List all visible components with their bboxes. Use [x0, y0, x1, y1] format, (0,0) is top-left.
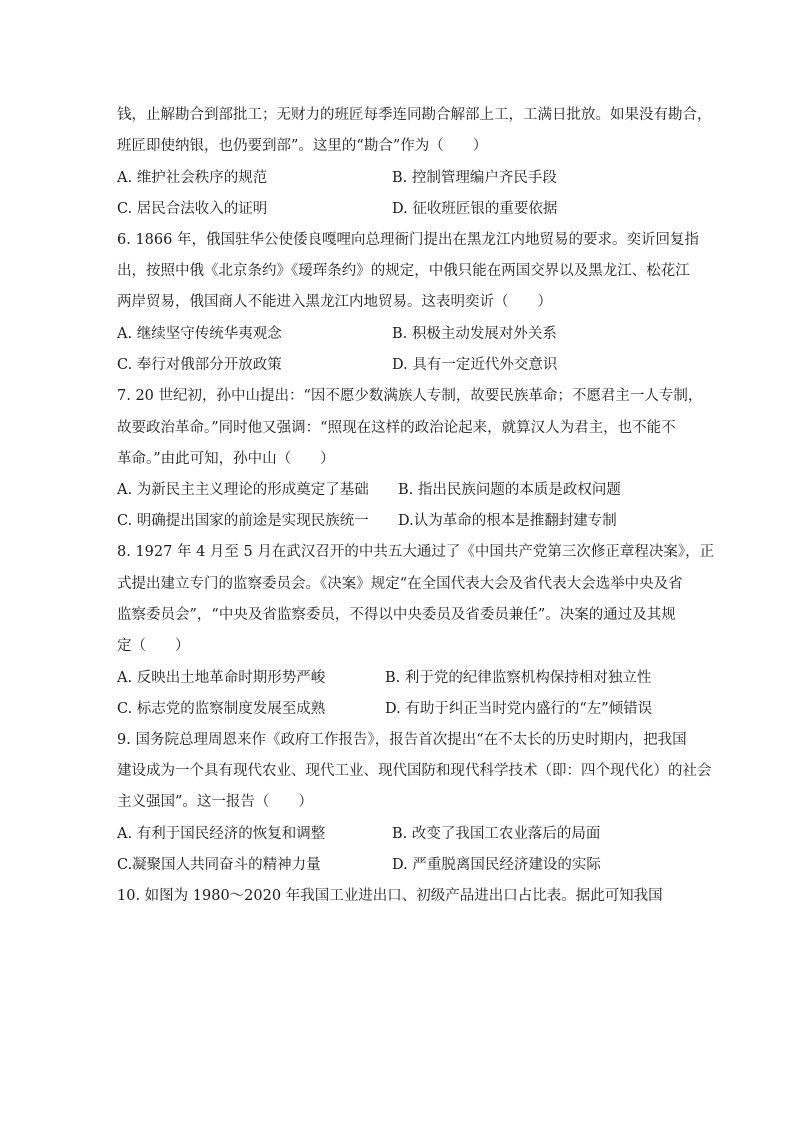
- question-9-line-1: 9. 国务院总理周恩来作《政府工作报告》，报告首次提出“在不太长的历史时期内，把我国: [117, 732, 687, 748]
- question-5-line-2: 班匠即使纳银，也仍要到部”。这里的“勘合”作为（ ）: [117, 138, 488, 154]
- question-6-line-3: 两岸贸易，俄国商人不能进入黑龙江内地贸易。这表明奕䜣（ ）: [117, 294, 552, 310]
- question-7-line-2: 故要政治革命。”同时他又强调：“照现在这样的政治论起来，就算汉人为君主，也不能不: [117, 420, 676, 436]
- question-8-option-d: D. 有助于纠正当时党内盛行的“左”倾错误: [385, 701, 653, 717]
- question-7-option-d: D.认为革命的根本是推翻封建专制: [398, 513, 617, 529]
- question-10-line-1: 10. 如图为 1980～2020 年我国工业进出口、初级产品进出口占比表。据此可知我国: [117, 888, 663, 904]
- question-7-option-a: A. 为新民主主义理论的形成奠定了基础: [117, 482, 369, 498]
- question-5-option-b: B. 控制管理编户齐民手段: [392, 170, 557, 186]
- question-6-option-a: A. 继续坚守传统华夷观念: [117, 326, 282, 342]
- question-6-option-b: B. 积极主动发展对外关系: [392, 326, 557, 342]
- question-5-option-a: A. 维护社会秩序的规范: [117, 170, 268, 186]
- question-8-line-3: 监察委员会”，“中央及省监察委员，不得以中央委员及省委员兼任”。决案的通过及其规: [117, 607, 676, 623]
- question-7-line-3: 革命。”由此可知，孙中山（ ）: [117, 451, 335, 467]
- question-8-line-2: 式提出建立专门的监察委员会。《决案》规定“在全国代表大会及省代表大会选举中央及省: [117, 576, 683, 592]
- question-5-option-c: C. 居民合法收入的证明: [117, 201, 268, 217]
- question-6-line-2: 出，按照中俄《北京条约》《瑷珲条约》的规定，中俄只能在两国交界以及黑龙江、松花江: [117, 263, 690, 279]
- question-8-line-1: 8. 1927 年 4 月至 5 月在武汉召开的中共五大通过了《中国共产党第三次修正章程决案》，正: [117, 544, 715, 560]
- question-9-line-2: 建设成为一个具有现代农业、现代工业、现代国防和现代科学技术（即：四个现代化）的社会: [117, 763, 712, 779]
- question-8-line-4: 定（ ）: [117, 638, 190, 654]
- question-7-line-1: 7. 20 世纪初，孙中山提出：“因不愿少数满族人专制，故要民族革命；不愿君主一人专制，: [117, 388, 703, 404]
- question-9-line-3: 主义强国”。这一报告（ ）: [117, 794, 313, 810]
- question-6-option-c: C. 奉行对俄部分开放政策: [117, 357, 282, 373]
- question-9-option-a: A. 有利于国民经济的恢复和调整: [117, 826, 326, 842]
- question-8-option-a: A. 反映出土地革命时期形势严峻: [117, 670, 326, 686]
- question-9-option-b: B. 改变了我国工农业落后的局面: [392, 826, 601, 842]
- question-5-option-d: D. 征收班匠银的重要依据: [392, 201, 558, 217]
- question-8-option-c: C. 标志党的监察制度发展至成熟: [117, 701, 326, 717]
- question-8-option-b: B. 利于党的纪律监察机构保持相对独立性: [385, 670, 652, 686]
- question-7-option-b: B. 指出民族问题的本质是政权问题: [398, 482, 621, 498]
- question-6-line-1: 6. 1866 年，俄国驻华公使倭良嘎哩向总理衙门提出在黑龙江内地贸易的要求。奕䜣回复指: [117, 232, 699, 248]
- question-9-option-d: D. 严重脱离国民经济建设的实际: [392, 857, 601, 873]
- question-9-option-c: C.凝聚国人共同奋斗的精神力量: [117, 857, 321, 873]
- question-5-line-1: 钱，止解勘合到部批工；无财力的班匠每季连同勘合解部上工，工满日批放。如果没有勘合，: [117, 107, 712, 123]
- question-6-option-d: D. 具有一定近代外交意识: [392, 357, 558, 373]
- question-7-option-c: C. 明确提出国家的前途是实现民族统一: [117, 513, 369, 529]
